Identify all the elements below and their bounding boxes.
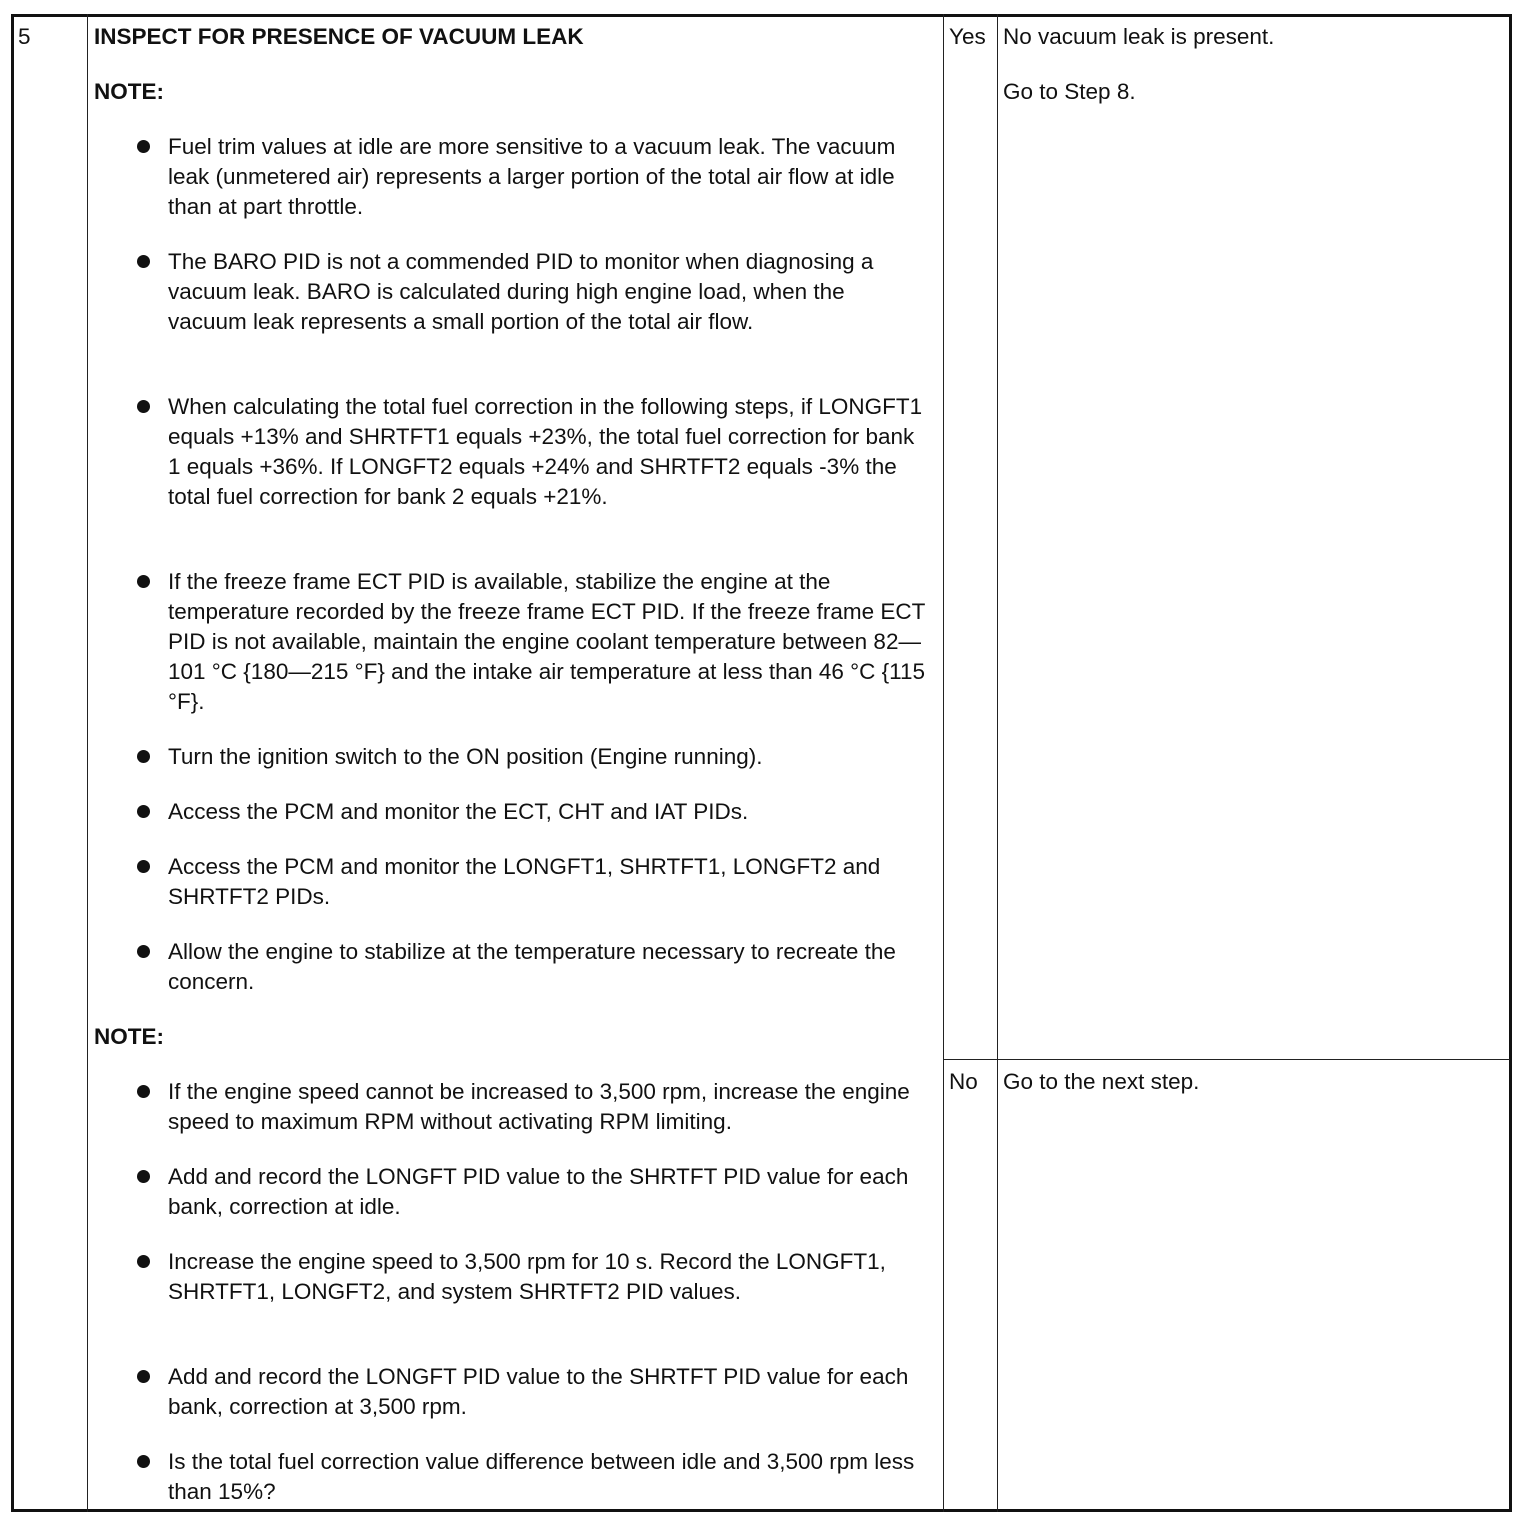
note-label-1: NOTE: <box>94 79 164 104</box>
bullet-icon <box>137 945 150 958</box>
bullet-icon <box>137 575 150 588</box>
note-text: Allow the engine to stabilize at the temperature necessary to recreate the concern. <box>168 939 896 994</box>
note-2-item <box>137 1247 927 1307</box>
note-2-item <box>137 1077 927 1137</box>
note-text: Fuel trim values at idle are more sensitive to a vacuum leak. The vacuum leak (unmetered air) represents a larger portion of the total air flow at idle than at part throttle. <box>168 134 896 219</box>
bullet-icon <box>137 1370 150 1383</box>
note-text: Add and record the LONGFT PID value to the SHRTFT PID value for each bank, correction at 3,500 rpm. <box>168 1364 909 1419</box>
divider-result-label-column <box>943 14 944 1512</box>
note-2-item <box>137 1362 927 1422</box>
bullet-icon <box>137 140 150 153</box>
result-no-action: Go to the next step. <box>1003 1069 1200 1094</box>
note-text: Access the PCM and monitor the ECT, CHT and IAT PIDs. <box>168 799 749 824</box>
bullet-icon <box>137 1455 150 1468</box>
bullet-icon <box>137 750 150 763</box>
divider-yes-no <box>943 1059 1510 1060</box>
result-yes-goto-step-8: Go to Step 8. <box>1003 79 1136 104</box>
note-text: Access the PCM and monitor the LONGFT1, SHRTFT1, LONGFT2 and SHRTFT2 PIDs. <box>168 854 881 909</box>
step-title: INSPECT FOR PRESENCE OF VACUUM LEAK <box>94 24 584 49</box>
note-1-item <box>137 852 927 912</box>
bullet-icon <box>137 860 150 873</box>
divider-action-column <box>997 14 998 1512</box>
step-number: 5 <box>18 24 31 49</box>
note-text: Increase the engine speed to 3,500 rpm for 10 s. Record the LONGFT1, SHRTFT1, LONGFT2, and system SHRTFT2 PID values. <box>168 1249 886 1304</box>
bullet-icon <box>137 805 150 818</box>
divider-step-column <box>87 14 88 1512</box>
note-text: Is the total fuel correction value difference between idle and 3,500 rpm less than 15%? <box>168 1449 915 1504</box>
note-text: If the freeze frame ECT PID is available, stabilize the engine at the temperature recorded by the freeze frame ECT PID. If the freeze frame ECT PID is not available, maintain the engine coolant temperature between 82—101 °C {180—215 °F} and the intake air temperature at less than 46 °C {115 °F}. <box>168 569 926 714</box>
note-1-item <box>137 797 927 827</box>
bullet-icon <box>137 400 150 413</box>
note-text: Add and record the LONGFT PID value to the SHRTFT PID value for each bank, correction at idle. <box>168 1164 909 1219</box>
note-2-item <box>137 1447 927 1507</box>
note-1-item <box>137 392 927 512</box>
bullet-icon <box>137 1085 150 1098</box>
note-1-item <box>137 567 927 717</box>
result-no-label: No <box>949 1069 978 1094</box>
note-1-item <box>137 937 927 997</box>
note-1-item <box>137 742 927 772</box>
note-1-item <box>137 247 927 337</box>
note-1-item <box>137 132 927 222</box>
note-text: If the engine speed cannot be increased to 3,500 rpm, increase the engine speed to maximum RPM without activating RPM limiting. <box>168 1079 910 1134</box>
bullet-icon <box>137 1255 150 1268</box>
note-text: The BARO PID is not a commended PID to monitor when diagnosing a vacuum leak. BARO is calculated during high engine load, when the vacuum leak represents a small portion of the total air flow. <box>168 249 874 334</box>
note-text: Turn the ignition switch to the ON position (Engine running). <box>168 744 763 769</box>
note-label-2: NOTE: <box>94 1024 164 1049</box>
result-yes-action: No vacuum leak is present. <box>1003 24 1275 49</box>
bullet-icon <box>137 255 150 268</box>
bullet-icon <box>137 1170 150 1183</box>
result-yes-label: Yes <box>949 24 986 49</box>
note-2-item <box>137 1162 927 1222</box>
note-text: When calculating the total fuel correction in the following steps, if LONGFT1 equals +13% and SHRTFT1 equals +23%, the total fuel correction for bank 1 equals +36%. If LONGFT2 equals +24% and SHRTFT2 equals -3% the total fuel correction for bank 2 equals +21%. <box>168 394 923 509</box>
